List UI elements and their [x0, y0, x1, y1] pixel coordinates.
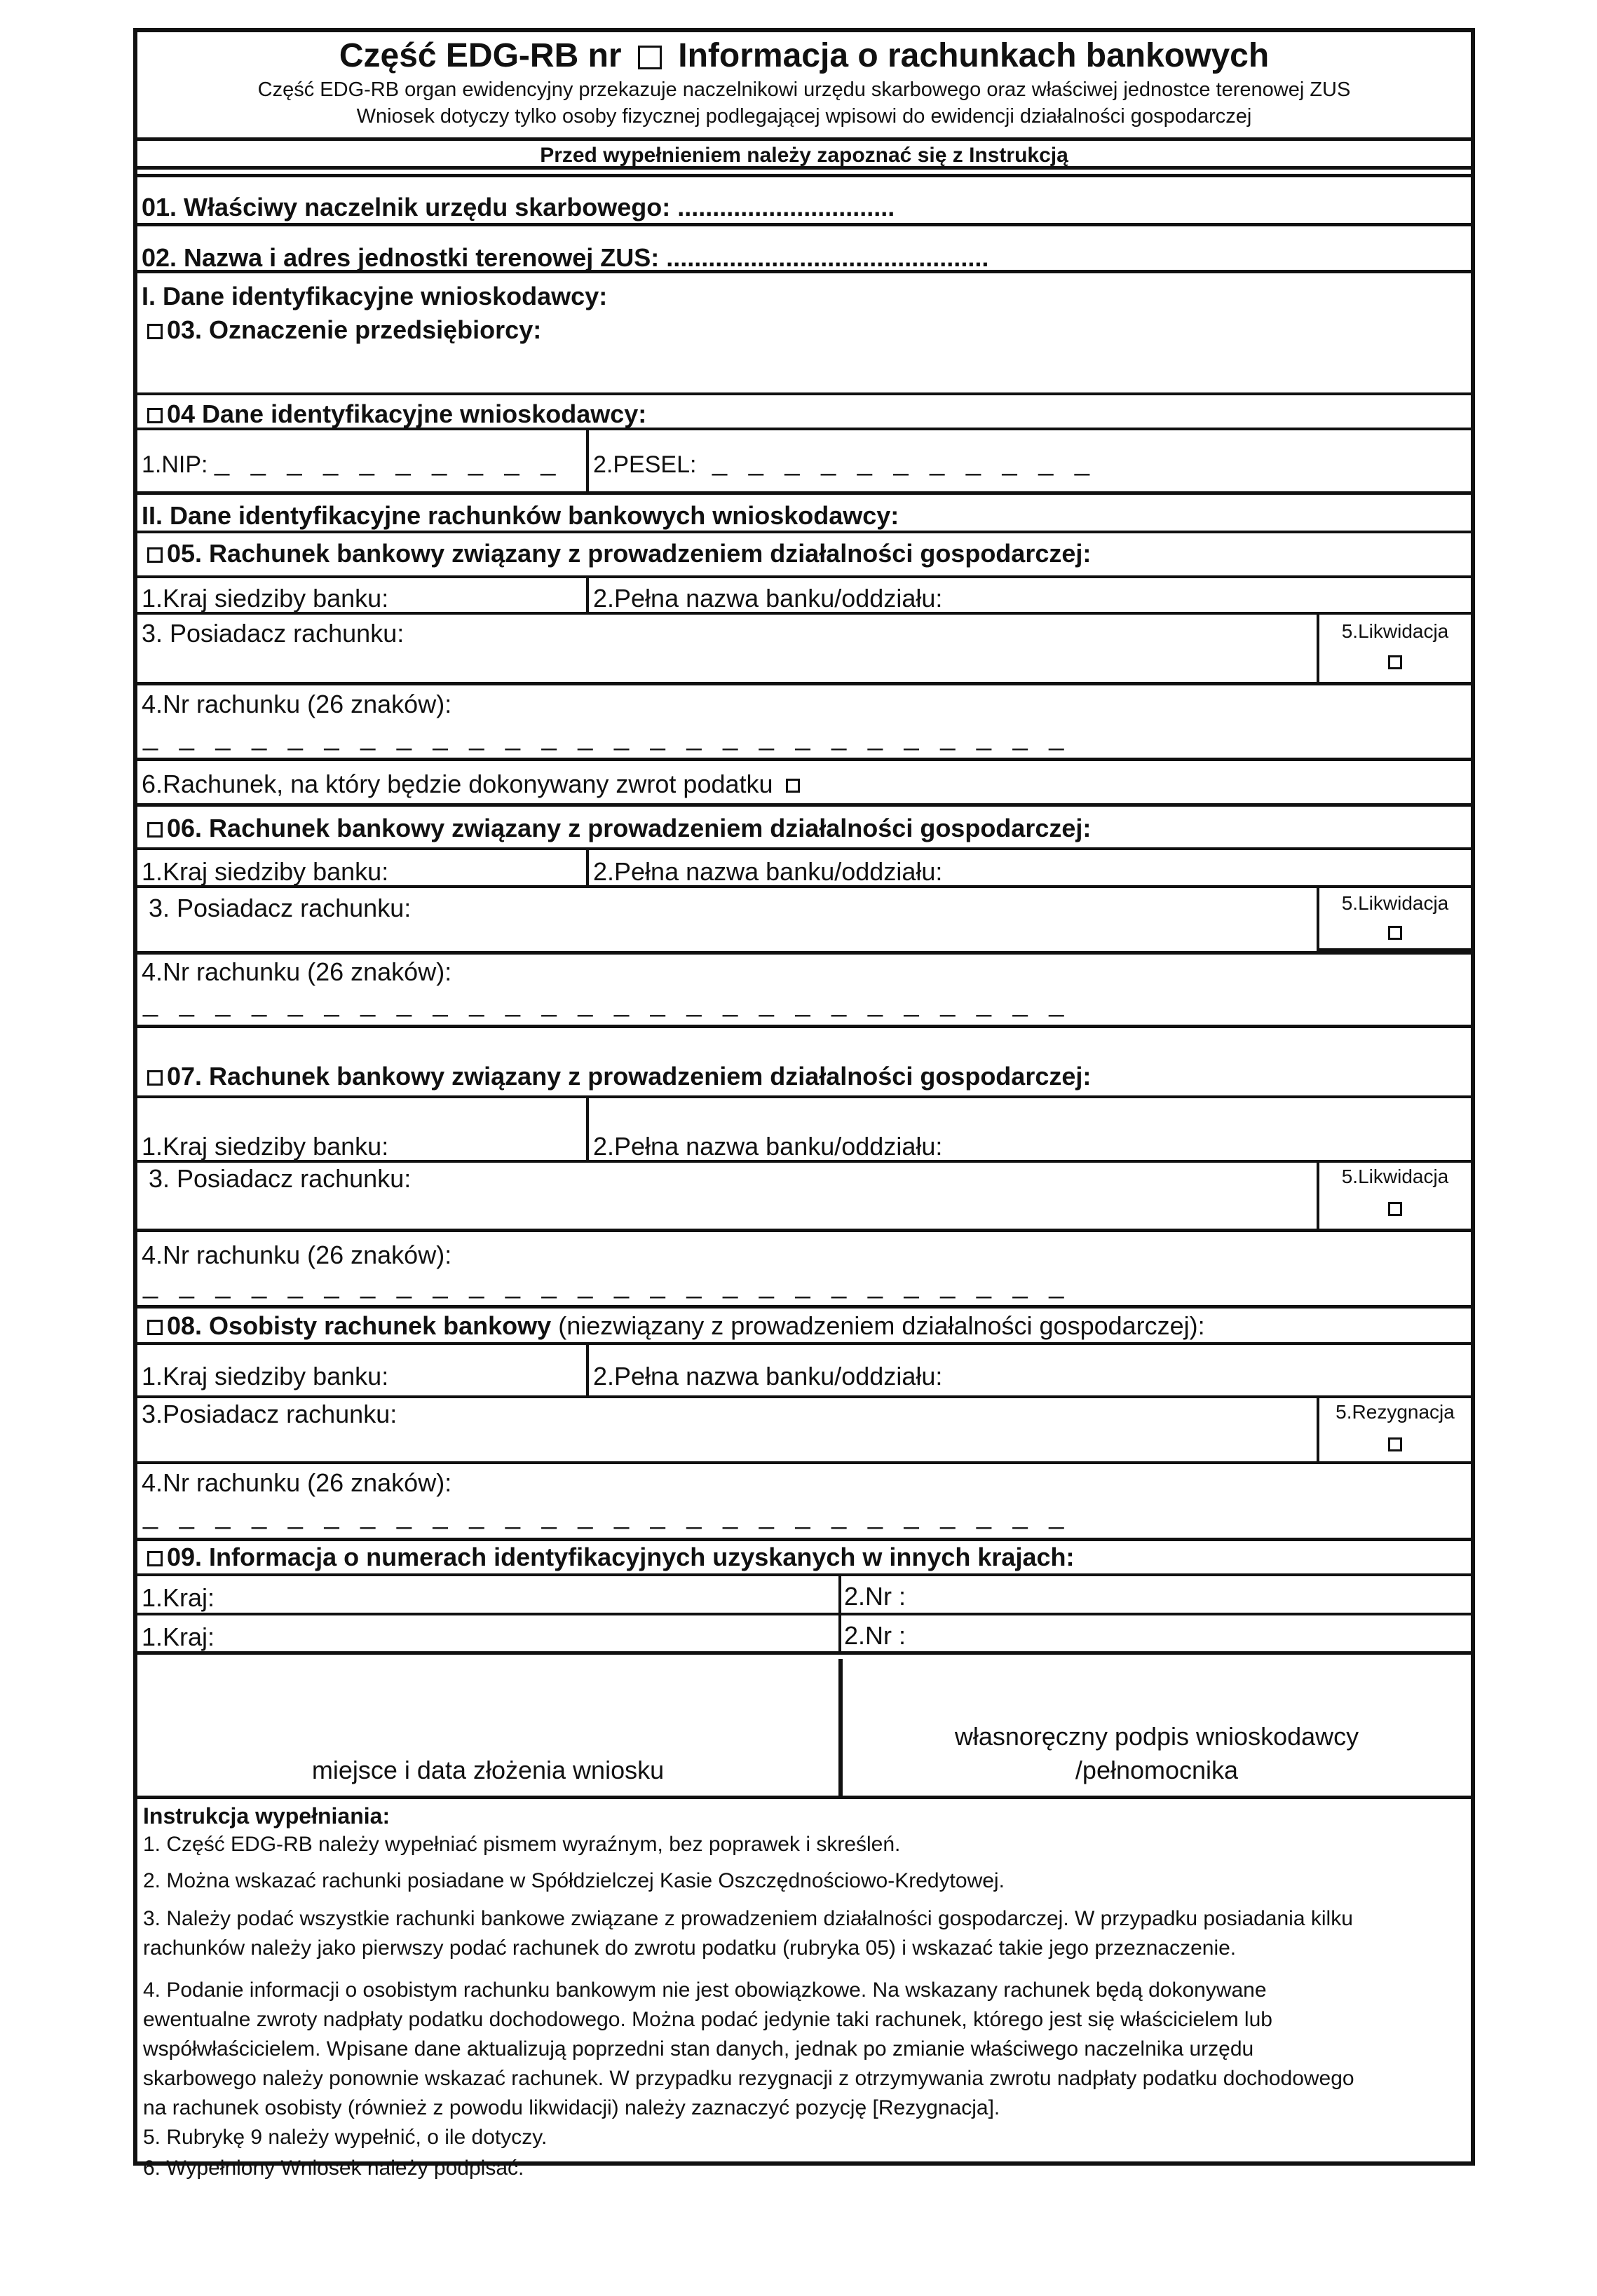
account-05-checkbox[interactable]: [147, 547, 163, 563]
section-1-title: I. Dane identyfikacyjne wnioskodawcy:: [142, 282, 608, 310]
account-07-liquidation: 5.Likwidacja: [1317, 1163, 1471, 1229]
instruction-6: 6. Wypełniony Wniosek należy podpisać.: [143, 2157, 524, 2180]
account-08-bank-row: 1.Kraj siedziby banku: 2.Pełna nazwa banku/oddziału:: [137, 1345, 1471, 1398]
account-06-liquidation: 5.Likwidacja: [1317, 888, 1471, 951]
section-09-row-1: [137, 1576, 1471, 1615]
account-07-bank-row: 1.Kraj siedziby banku: 2.Pełna nazwa banku/oddziału:: [137, 1095, 1471, 1160]
header-line-2: Wniosek dotyczy tylko osoby fizycznej podlegającej wpisowi do ewidencji działalności gospodarczej: [356, 105, 1252, 128]
instruction-4d: skarbowego należy ponownie wskazać rachunek. W przypadku rezygnacji z otrzymywania zwrotu nadpłaty podatku dochodowego: [143, 2067, 1354, 2090]
form-title: Część EDG-RB nr Informacja o rachunkach bankowych: [339, 37, 1270, 74]
account-05-liquidation: 5.Likwidacja: [1317, 615, 1471, 682]
bank-country-label: 1.Kraj siedziby banku:: [142, 584, 389, 613]
pesel-label: 2.PESEL:: [593, 451, 697, 478]
account-08-number-row: 4.Nr rachunku (26 znaków): _ _ _ _ _ _ _ _ _ _ _ _ _ _ _ _ _ _ _ _ _ _ _ _ _ _: [137, 1464, 1471, 1541]
section-2-title: II. Dane identyfikacyjne rachunków bankowych wnioskodawcy:: [137, 498, 1471, 533]
form-header: [137, 32, 1471, 137]
instruction-notice: Przed wypełnieniem należy zapoznać się z Instrukcją: [137, 137, 1471, 170]
field-03-designation: 03. Oznaczenie przedsiębiorcy:: [137, 313, 1471, 395]
id-number-label: 2.Nr :: [844, 1582, 906, 1611]
field-03-checkbox[interactable]: [147, 324, 163, 339]
account-08-resignation: 5.Rezygnacja: [1317, 1398, 1471, 1461]
account-07-liquidation-checkbox[interactable]: [1388, 1202, 1402, 1216]
refund-checkbox[interactable]: [786, 779, 800, 793]
account-number-label: 4.Nr rachunku (26 znaków):: [142, 690, 452, 718]
section-09-row-2: 1.Kraj: 2.Nr :: [137, 1615, 1471, 1655]
instruction-1: 1. Część EDG-RB należy wypełniać pismem wyraźnym, bez poprawek i skreśleń.: [143, 1833, 901, 1856]
instruction-2: 2. Można wskazać rachunki posiadane w Spółdzielczej Kasie Oszczędnościowo-Kredytowej.: [143, 1869, 1005, 1892]
account-08-number-input[interactable]: _ _ _ _ _ _ _ _ _ _ _ _ _ _ _ _ _ _ _ _ _ _ _ _ _ _: [143, 1501, 1071, 1530]
country-label: 1.Kraj:: [142, 1583, 215, 1612]
account-08-resignation-checkbox[interactable]: [1388, 1437, 1402, 1451]
instruction-3a: 3. Należy podać wszystkie rachunki bankowe związane z prowadzeniem działalności gospodarczej. W przypadku posiadania kilku: [143, 1907, 1353, 1930]
instruction-5: 5. Rubrykę 9 należy wypełnić, o ile dotyczy.: [143, 2126, 548, 2149]
account-06-checkbox[interactable]: [147, 822, 163, 838]
nip-input[interactable]: _ _ _ _ _ _ _ _ _ _: [215, 447, 563, 477]
instruction-4a: 4. Podanie informacji o osobistym rachunku bankowym nie jest obowiązkowe. Na wskazany rachunek będą dokonywane: [143, 1979, 1267, 2002]
edg-rb-form: [133, 28, 1475, 2180]
section-09-checkbox[interactable]: [147, 1551, 163, 1566]
signature-field-line-1[interactable]: własnoręczny podpis wnioskodawcy: [954, 1722, 1359, 1751]
nip-label: 1.NIP:: [142, 451, 208, 478]
place-date-field[interactable]: miejsce i data złożenia wniosku: [311, 1756, 665, 1784]
title-number-checkbox[interactable]: [638, 46, 662, 69]
instructions: [137, 1799, 1471, 2180]
account-05-number-input[interactable]: _ _ _ _ _ _ _ _ _ _ _ _ _ _ _ _ _ _ _ _ _ _ _ _ _ _: [143, 722, 1071, 751]
account-07-number-input[interactable]: _ _ _ _ _ _ _ _ _ _ _ _ _ _ _ _ _ _ _ _ _ _ _ _ _ _: [143, 1270, 1071, 1299]
instructions-title: Instrukcja wypełniania:: [143, 1803, 390, 1829]
instruction-4e: na rachunek osobisty (również z powodu likwidacji) należy zaznaczyć pozycję [Rezygnacja].: [143, 2096, 1000, 2119]
account-06-number-input[interactable]: _ _ _ _ _ _ _ _ _ _ _ _ _ _ _ _ _ _ _ _ _ _ _ _ _ _: [143, 988, 1071, 1018]
account-05-refund-row: [137, 758, 1471, 807]
account-05-holder-row: [137, 612, 1471, 682]
account-holder-label: 3. Posiadacz rachunku:: [142, 619, 405, 648]
instruction-4b: ewentualne zwroty nadpłaty podatku dochodowego. Można podać jedynie taki rachunek, którego jest się właścicielem lub: [143, 2008, 1272, 2031]
account-07-checkbox[interactable]: [147, 1070, 163, 1086]
account-06-heading: 06. Rachunek bankowy związany z prowadzeniem działalności gospodarczej:: [137, 811, 1471, 850]
account-07-number-row: 4.Nr rachunku (26 znaków): _ _ _ _ _ _ _ _ _ _ _ _ _ _ _ _ _ _ _ _ _ _ _ _ _ _: [137, 1229, 1471, 1308]
header-line-1: Część EDG-RB organ ewidencyjny przekazuje naczelnikowi urzędu skarbowego oraz właściwej jednostce terenowej ZUS: [257, 78, 1351, 101]
instruction-3b: rachunków należy jako pierwszy podać rachunek do zwrotu podatku (rubryka 05) i wskazać takie jego przeznaczenie.: [143, 1936, 1237, 1960]
account-05-number-row: [137, 682, 1471, 758]
account-06-number-row: 4.Nr rachunku (26 znaków): _ _ _ _ _ _ _ _ _ _ _ _ _ _ _ _ _ _ _ _ _ _ _ _ _ _: [137, 951, 1471, 1028]
account-06-bank-row: 1.Kraj siedziby banku: 2.Pełna nazwa banku/oddziału:: [137, 850, 1471, 888]
pesel-input[interactable]: _ _ _ _ _ _ _ _ _ _ _: [712, 447, 1097, 477]
signature-row: [137, 1659, 1471, 1799]
account-06-liquidation-checkbox[interactable]: [1388, 926, 1402, 940]
field-04-checkbox[interactable]: [147, 408, 163, 423]
field-01-tax-office[interactable]: 01. Właściwy naczelnik urzędu skarbowego: ...............................: [137, 174, 1471, 223]
section-09-heading: 09. Informacja o numerach identyfikacyjnych uzyskanych w innych krajach:: [137, 1541, 1471, 1576]
account-08-holder-row: 3.Posiadacz rachunku: 5.Rezygnacja: [137, 1398, 1471, 1464]
account-07-heading: 07. Rachunek bankowy związany z prowadzeniem działalności gospodarczej:: [137, 1028, 1471, 1095]
nip-pesel-row: [137, 430, 1471, 495]
field-04-identification: 04 Dane identyfikacyjne wnioskodawcy:: [137, 395, 1471, 430]
account-05-bank-row: [137, 575, 1471, 612]
bank-name-label: 2.Pełna nazwa banku/oddziału:: [593, 584, 943, 613]
account-05-heading: 05. Rachunek bankowy związany z prowadzeniem działalności gospodarczej:: [137, 533, 1471, 575]
account-08-heading: 08. Osobisty rachunek bankowy (niezwiązany z prowadzeniem działalności gospodarczej):: [137, 1308, 1471, 1345]
signature-field-line-2: /pełnomocnika: [1075, 1756, 1239, 1784]
refund-label: 6.Rachunek, na który będzie dokonywany zwrot podatku: [142, 770, 773, 798]
field-02-zus-unit[interactable]: 02. Nazwa i adres jednostki terenowej ZUS: ..............................................: [137, 223, 1471, 273]
account-05-liquidation-checkbox[interactable]: [1388, 655, 1402, 669]
account-08-checkbox[interactable]: [147, 1320, 163, 1335]
account-07-holder-row: 3. Posiadacz rachunku: 5.Likwidacja: [137, 1160, 1471, 1229]
account-06-holder-row: 3. Posiadacz rachunku: 5.Likwidacja: [137, 888, 1471, 951]
instruction-4c: współwłaścicielem. Wpisane dane aktualizują poprzedni stan danych, jednak po zmianie właściwego naczelnika urzędu: [143, 2037, 1254, 2061]
